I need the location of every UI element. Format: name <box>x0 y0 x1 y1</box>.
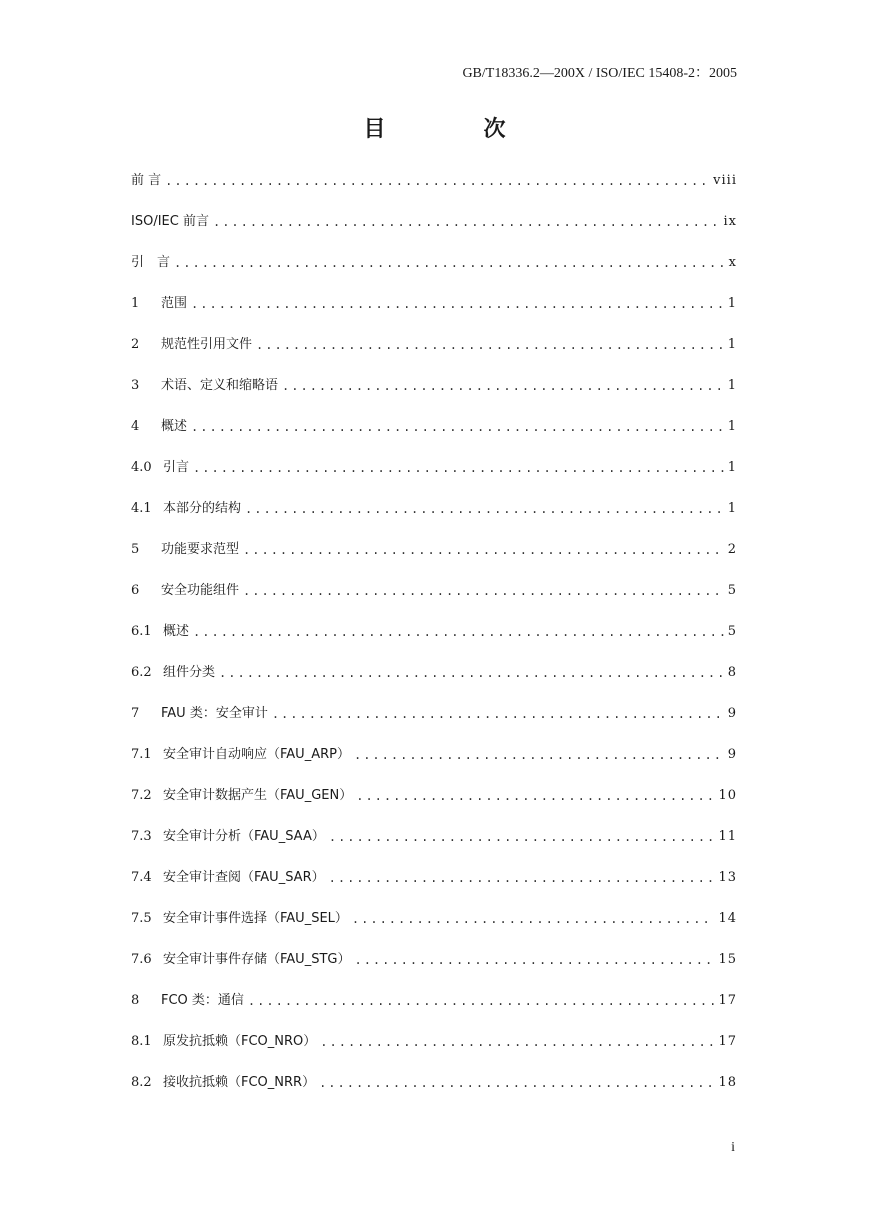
toc-entry[interactable] <box>131 775 737 816</box>
toc-entry-page: 1 <box>727 459 737 475</box>
toc-entry[interactable] <box>131 529 737 570</box>
toc-dot-leader <box>329 829 715 845</box>
toc-dot-leader <box>191 296 724 312</box>
toc-entry-label: 原发抗抵赖（FCO_NRO） <box>163 1033 317 1049</box>
toc-entry-page: 2 <box>727 541 737 557</box>
toc-entry-page: 5 <box>727 623 737 639</box>
toc-entry-page: 1 <box>727 500 737 516</box>
toc-entry[interactable] <box>131 857 737 898</box>
toc-entry-number: 7.2 <box>131 787 152 803</box>
toc-entry-label: 安全审计事件选择（FAU_SEL） <box>163 910 348 926</box>
toc-entry-label: ISO/IEC 前言 <box>131 213 209 229</box>
toc-dot-leader <box>213 214 720 230</box>
toc-entry-number: 5 <box>131 541 140 557</box>
toc-dot-leader <box>174 255 725 271</box>
toc-entry-number: 7 <box>131 705 140 721</box>
toc-entry-number: 3 <box>131 377 140 393</box>
toc-entry-label: 引 言 <box>131 254 171 270</box>
toc-dot-leader <box>329 870 715 886</box>
toc-dot-leader <box>272 706 724 722</box>
toc-dot-leader <box>354 747 724 763</box>
toc-dot-leader <box>352 911 715 927</box>
toc-entry-page: 5 <box>727 582 737 598</box>
toc-entry[interactable] <box>131 488 737 529</box>
toc-dot-leader <box>320 1034 714 1050</box>
toc-entry-label: 概述 <box>163 623 190 639</box>
toc-entry-number: 7.6 <box>131 951 152 967</box>
toc-entry-page: 17 <box>718 992 737 1008</box>
toc-entry-number: 6.1 <box>131 623 152 639</box>
toc-entry-page: 1 <box>727 377 737 393</box>
toc-dot-leader <box>165 173 709 189</box>
toc-entry[interactable] <box>131 1021 737 1062</box>
toc-entry-page: 17 <box>718 1033 737 1049</box>
toc-entry-page: 1 <box>727 295 737 311</box>
toc-dot-leader <box>191 419 724 435</box>
toc-entry-page: ix <box>723 213 737 229</box>
toc-entry[interactable] <box>131 611 737 652</box>
toc-entry[interactable] <box>131 242 737 283</box>
toc-entry[interactable] <box>131 365 737 406</box>
toc-dot-leader <box>243 583 724 599</box>
toc-entry-label: 安全审计事件存储（FAU_STG） <box>163 951 351 967</box>
toc-entry[interactable] <box>131 980 737 1021</box>
toc-entry-page: 14 <box>718 910 737 926</box>
toc-entry-page: 18 <box>718 1074 737 1090</box>
toc-entry-number: 4.0 <box>131 459 152 475</box>
toc-dot-leader <box>243 542 724 558</box>
toc-entry-label: 安全功能组件 <box>161 582 240 598</box>
toc-entry-number: 6 <box>131 582 140 598</box>
toc-entry[interactable] <box>131 939 737 980</box>
toc-entry-label: FCO 类：通信 <box>161 992 244 1008</box>
toc-entry-page: x <box>728 254 737 270</box>
toc-entry[interactable] <box>131 324 737 365</box>
toc-entry-page: 8 <box>727 664 737 680</box>
toc-entry-label: 安全审计分析（FAU_SAA） <box>163 828 325 844</box>
toc-entry-number: 8.1 <box>131 1033 152 1049</box>
toc-entry-number: 4 <box>131 418 140 434</box>
toc-dot-leader <box>248 993 715 1009</box>
toc-entry-label: 组件分类 <box>163 664 216 680</box>
page-title: 目 次 <box>363 117 544 142</box>
toc-entry[interactable] <box>131 898 737 939</box>
toc-entry-number: 7.5 <box>131 910 152 926</box>
toc-entry[interactable] <box>131 1062 737 1103</box>
toc-entry-page: 10 <box>718 787 737 803</box>
toc-entry-number: 2 <box>131 336 140 352</box>
toc-entry[interactable] <box>131 160 737 201</box>
toc-entry[interactable] <box>131 283 737 324</box>
page-number: i <box>731 1140 735 1155</box>
toc-dot-leader <box>245 501 724 517</box>
toc-dot-leader <box>219 665 724 681</box>
toc-entry-label: 功能要求范型 <box>161 541 240 557</box>
toc-dot-leader <box>256 337 724 353</box>
toc-entry-page: 9 <box>727 705 737 721</box>
toc-entry[interactable] <box>131 570 737 611</box>
toc-entry[interactable] <box>131 201 737 242</box>
toc-entry-label: 规范性引用文件 <box>161 336 253 352</box>
toc-entry-page: 11 <box>718 828 737 844</box>
toc-entry[interactable] <box>131 734 737 775</box>
toc-dot-leader <box>319 1075 714 1091</box>
toc-entry[interactable] <box>131 693 737 734</box>
toc-entry-number: 8.2 <box>131 1074 152 1090</box>
toc-dot-leader <box>193 460 724 476</box>
toc-entry-number: 7.1 <box>131 746 152 762</box>
table-of-contents <box>131 160 737 1103</box>
toc-entry-label: 安全审计查阅（FAU_SAR） <box>163 869 325 885</box>
toc-entry-number: 4.1 <box>131 500 152 516</box>
toc-entry-page: 1 <box>727 336 737 352</box>
document-header: GB/T18336.2—200X / ISO/IEC 15408-2：2005 <box>462 66 737 81</box>
toc-entry[interactable] <box>131 652 737 693</box>
toc-dot-leader <box>356 788 714 804</box>
toc-entry-label: 引言 <box>163 459 190 475</box>
toc-entry-number: 1 <box>131 295 140 311</box>
toc-entry-label: 安全审计自动响应（FAU_ARP） <box>163 746 350 762</box>
toc-entry-page: 13 <box>718 869 737 885</box>
toc-entry[interactable] <box>131 816 737 857</box>
toc-entry-number: 8 <box>131 992 140 1008</box>
toc-entry-page: viii <box>713 172 737 188</box>
toc-entry-label: 本部分的结构 <box>163 500 242 516</box>
toc-entry-number: 6.2 <box>131 664 152 680</box>
toc-entry-label: 术语、定义和缩略语 <box>161 377 279 393</box>
toc-entry-label: 安全审计数据产生（FAU_GEN） <box>163 787 353 803</box>
toc-dot-leader <box>354 952 714 968</box>
toc-entry-label: 接收抗抵赖（FCO_NRR） <box>163 1074 316 1090</box>
toc-entry-label: FAU 类：安全审计 <box>161 705 268 721</box>
toc-entry-label: 前 言 <box>131 172 162 188</box>
toc-entry-label: 概述 <box>161 418 188 434</box>
toc-entry-page: 9 <box>727 746 737 762</box>
toc-dot-leader <box>282 378 724 394</box>
toc-entry[interactable] <box>131 406 737 447</box>
toc-dot-leader <box>193 624 724 640</box>
toc-entry-page: 1 <box>727 418 737 434</box>
toc-entry-page: 15 <box>718 951 737 967</box>
toc-entry-number: 7.4 <box>131 869 152 885</box>
toc-entry[interactable] <box>131 447 737 488</box>
toc-entry-number: 7.3 <box>131 828 152 844</box>
toc-entry-label: 范围 <box>161 295 188 311</box>
